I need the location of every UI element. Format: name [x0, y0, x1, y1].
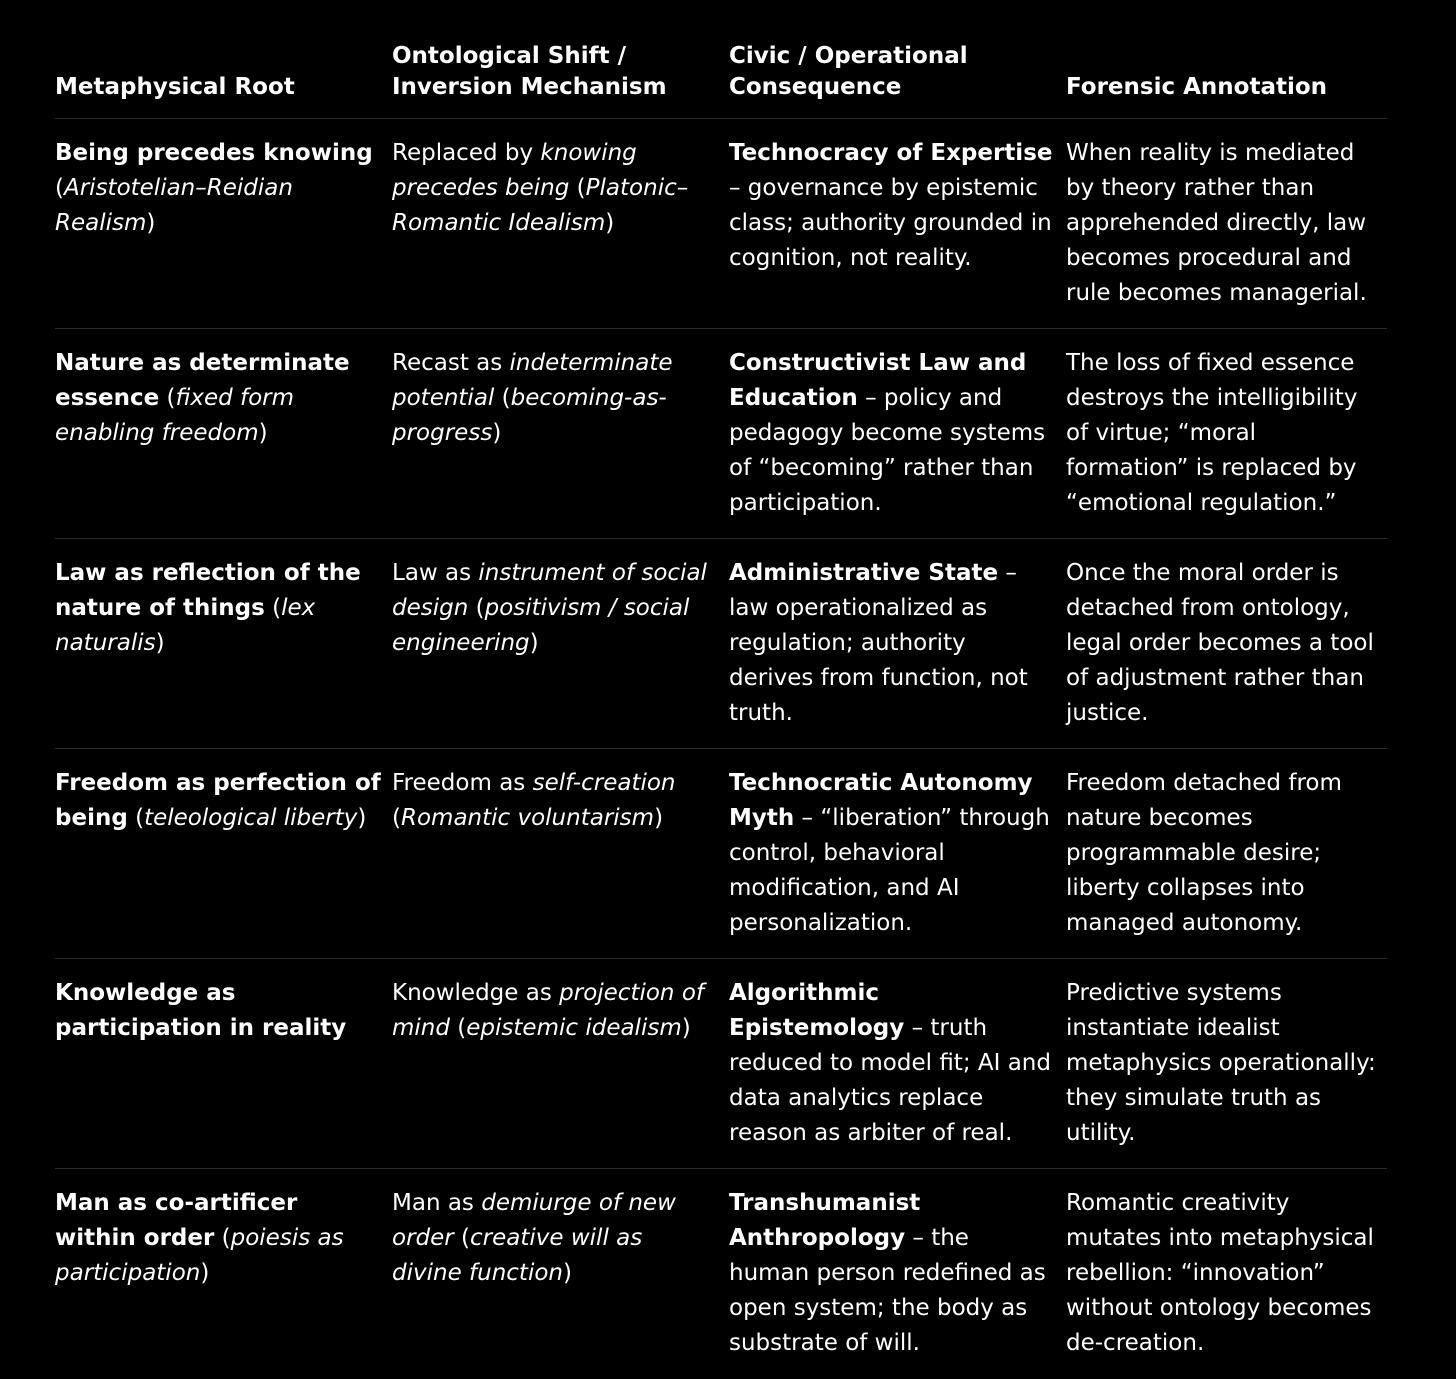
root-cell: Man as co-artificer within order (poiesis as participation) [55, 1190, 344, 1286]
header-metaphysical-root: Metaphysical Root [55, 74, 295, 100]
consequence-term: Algorithmic Epistemology [729, 980, 905, 1041]
root-term: Knowledge as participation in reality [55, 980, 347, 1041]
annotation-cell: When reality is mediated by theory rather than apprehended directly, law becomes procedural and rule becomes managerial. [1066, 140, 1367, 306]
consequence-cell: Administrative State – law operationalized as regulation; authority derives from function, not truth. [729, 560, 1028, 726]
root-cell: Freedom as perfection of being (teleological liberty) [55, 770, 381, 831]
table-row [55, 749, 1387, 959]
shift-cell: Replaced by knowing precedes being (Platonic–Romantic Idealism) [392, 140, 689, 236]
root-term: Being precedes knowing [55, 140, 373, 166]
annotation-cell: Romantic creativity mutates into metaphysical rebellion: “innovation” without ontology becomes de-creation. [1066, 1190, 1374, 1356]
consequence-cell: Constructivist Law and Education – policy and pedagogy become systems of “becoming” rather than participation. [729, 350, 1046, 516]
header-forensic-annotation: Forensic Annotation [1066, 74, 1328, 100]
table-row [55, 1169, 1387, 1379]
consequence-term: Transhumanist Anthropology [729, 1190, 921, 1251]
shift-cell: Knowledge as projection of mind (epistemic idealism) [392, 980, 704, 1041]
table-row [55, 329, 1387, 539]
comparison-table [55, 38, 1387, 1379]
root-cell: Law as reflection of the nature of things (lex naturalis) [55, 560, 361, 656]
consequence-cell: Transhumanist Anthropology – the human person redefined as open system; the body as substrate of will. [729, 1190, 1046, 1356]
table-row [55, 119, 1387, 329]
root-gloss: poiesis as participation [55, 1225, 344, 1286]
table-row [55, 959, 1387, 1169]
root-gloss: teleological liberty [144, 805, 358, 831]
annotation-cell: Freedom detached from nature becomes programmable desire; liberty collapses into managed autonomy. [1066, 770, 1342, 936]
root-term: Nature as determinate essence [55, 350, 350, 411]
consequence-term: Administrative State [729, 560, 999, 586]
root-gloss: fixed form enabling freedom [55, 385, 295, 446]
shift-cell: Man as demiurge of new order (creative will as divine function) [392, 1190, 676, 1286]
root-term: Man as co-artificer within order [55, 1190, 298, 1251]
consequence-term: Technocracy of Expertise [729, 140, 1053, 166]
shift-cell: Law as instrument of social design (positivism / social engineering) [392, 560, 707, 656]
consequence-cell: Technocratic Autonomy Myth – “liberation” through control, behavioral modification, and AI personalization. [729, 770, 1050, 936]
consequence-term: Technocratic Autonomy Myth [729, 770, 1033, 831]
table-header-row [55, 38, 1387, 119]
table-row [55, 539, 1387, 749]
annotation-cell: Once the moral order is detached from ontology, legal order becomes a tool of adjustment rather than justice. [1066, 560, 1374, 726]
annotation-cell: Predictive systems instantiate idealist metaphysics operationally: they simulate truth as utility. [1066, 980, 1376, 1146]
consequence-cell: Technocracy of Expertise – governance by epistemic class; authority grounded in cognition, not reality. [729, 140, 1053, 271]
header-civic-consequence: Civic / Operational Consequence [729, 43, 968, 100]
header-ontological-shift: Ontological Shift / Inversion Mechanism [392, 43, 667, 100]
root-term: Law as reflection of the nature of things [55, 560, 361, 621]
root-cell: Nature as determinate essence (fixed form enabling freedom) [55, 350, 350, 446]
root-cell [55, 959, 392, 1168]
root-gloss: lex naturalis [55, 595, 316, 656]
consequence-term: Constructivist Law and Education [729, 350, 1027, 411]
shift-cell: Freedom as self-creation (Romantic voluntarism) [392, 770, 676, 831]
root-gloss: Aristotelian–Reidian Realism [55, 175, 293, 236]
root-cell: Being precedes knowing (Aristotelian–Reidian Realism) [55, 140, 373, 236]
shift-cell: Recast as indeterminate potential (becoming-as-progress) [392, 350, 673, 446]
root-term: Freedom as perfection of being [55, 770, 381, 831]
consequence-cell: Algorithmic Epistemology – truth reduced to model fit; AI and data analytics replace reason as arbiter of real. [729, 980, 1051, 1146]
annotation-cell: The loss of fixed essence destroys the intelligibility of virtue; “moral formation” is replaced by “emotional regulation.” [1066, 350, 1358, 516]
